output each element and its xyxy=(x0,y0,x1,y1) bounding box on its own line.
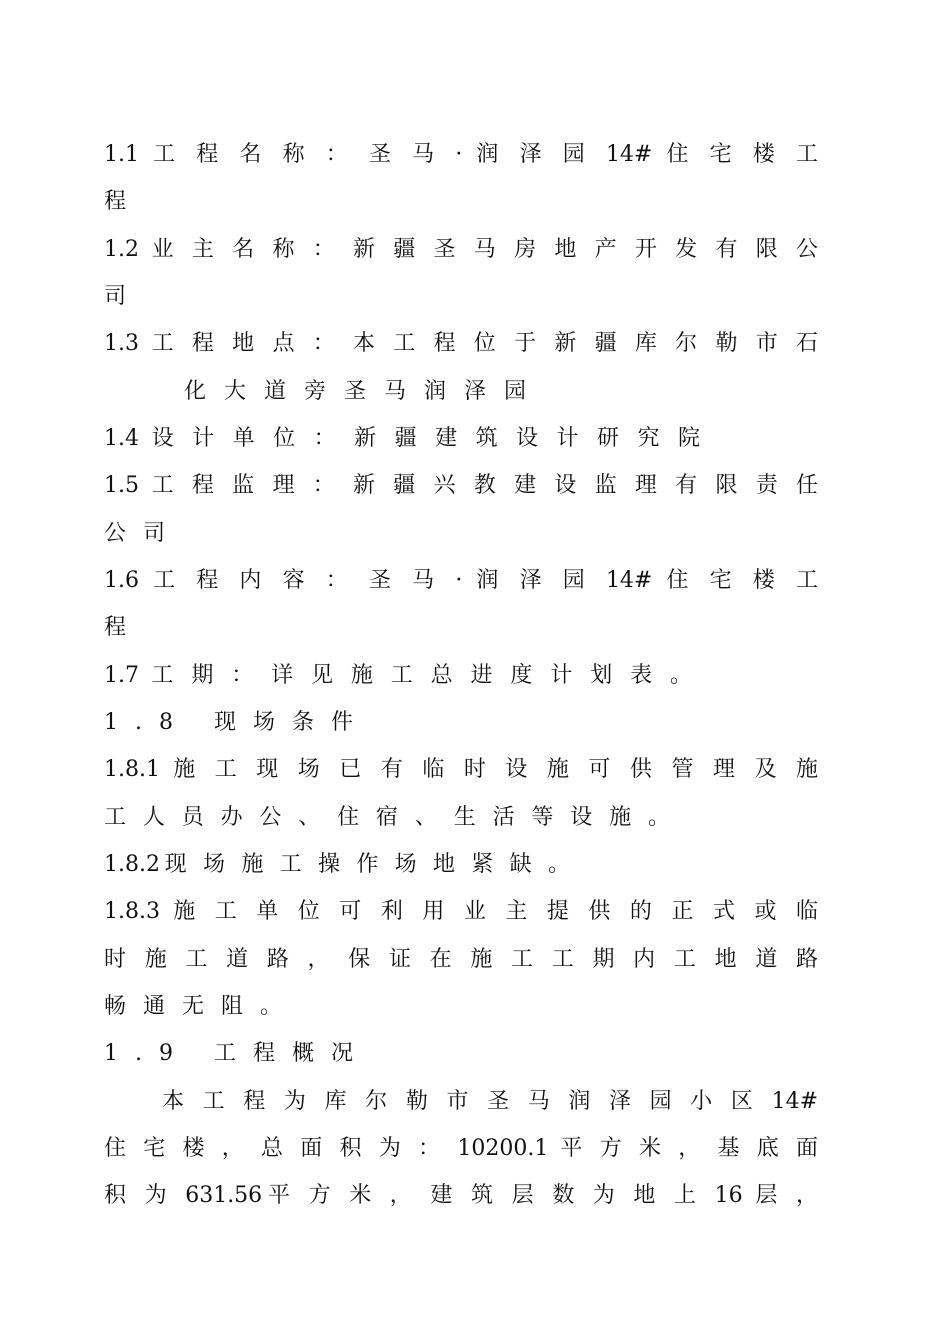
text-line: 1.8.1 施 工 现 场 已 有 临 时 设 施 可 供 管 理 及 施 xyxy=(104,757,818,782)
text-line: 1.1 工 程 名 称 ： 圣 马 · 润 泽 园 14# 住 宅 楼 工 xyxy=(104,142,818,167)
text-line: 1.2 业 主 名 称 ： 新 疆 圣 马 房 地 产 开 发 有 限 公 xyxy=(104,237,818,262)
text-line: 公司 xyxy=(104,521,183,546)
text-line: 1.9 工程概况 xyxy=(104,1041,370,1066)
text-line: 积 为 631.56平 方 米 ， 建 筑 层 数 为 地 上 16 层 ， xyxy=(104,1183,818,1208)
text-line: 工 人 员 办 公 、 住 宿 、 生 活 等 设 施 。 xyxy=(104,805,670,830)
text-line: 时 施 工 道 路 ， 保 证 在 施 工 工 期 内 工 地 道 路 xyxy=(104,947,818,972)
text-line: 1.8.2现 场 施 工 操 作 场 地 紧 缺 。 xyxy=(104,852,570,877)
text-line: 1.6 工 程 内 容 ： 圣 马 · 润 泽 园 14# 住 宅 楼 工 xyxy=(104,568,818,593)
text-line: 1.7 工 期 ： 详 见 施 工 总 进 度 计 划 表 。 xyxy=(104,663,692,688)
text-line: 程 xyxy=(104,615,144,640)
text-line: 1.8 现场条件 xyxy=(104,710,370,735)
text-line: 化大道旁圣马润泽园 xyxy=(184,379,545,404)
text-line: 司 xyxy=(104,284,144,309)
text-line: 1.3 工 程 地 点 ： 本 工 程 位 于 新 疆 库 尔 勒 市 石 xyxy=(104,331,818,356)
text-line: 畅通无阻。 xyxy=(104,994,300,1019)
text-line: 1.5 工 程 监 理 ： 新 疆 兴 教 建 设 监 理 有 限 责 任 xyxy=(104,473,818,498)
text-line: 程 xyxy=(104,189,144,214)
text-line: 住 宅 楼 ， 总 面 积 为 ： 10200.1 平 方 米 ， 基 底 面 xyxy=(104,1136,818,1161)
text-line: 本 工 程 为 库 尔 勒 市 圣 马 润 泽 园 小 区 14# xyxy=(162,1089,818,1114)
text-line: 1.8.3 施 工 单 位 可 利 用 业 主 提 供 的 正 式 或 临 xyxy=(104,899,818,924)
text-line: 1.4 设 计 单 位 ： 新 疆 建 筑 设 计 研 究 院 xyxy=(104,426,700,451)
